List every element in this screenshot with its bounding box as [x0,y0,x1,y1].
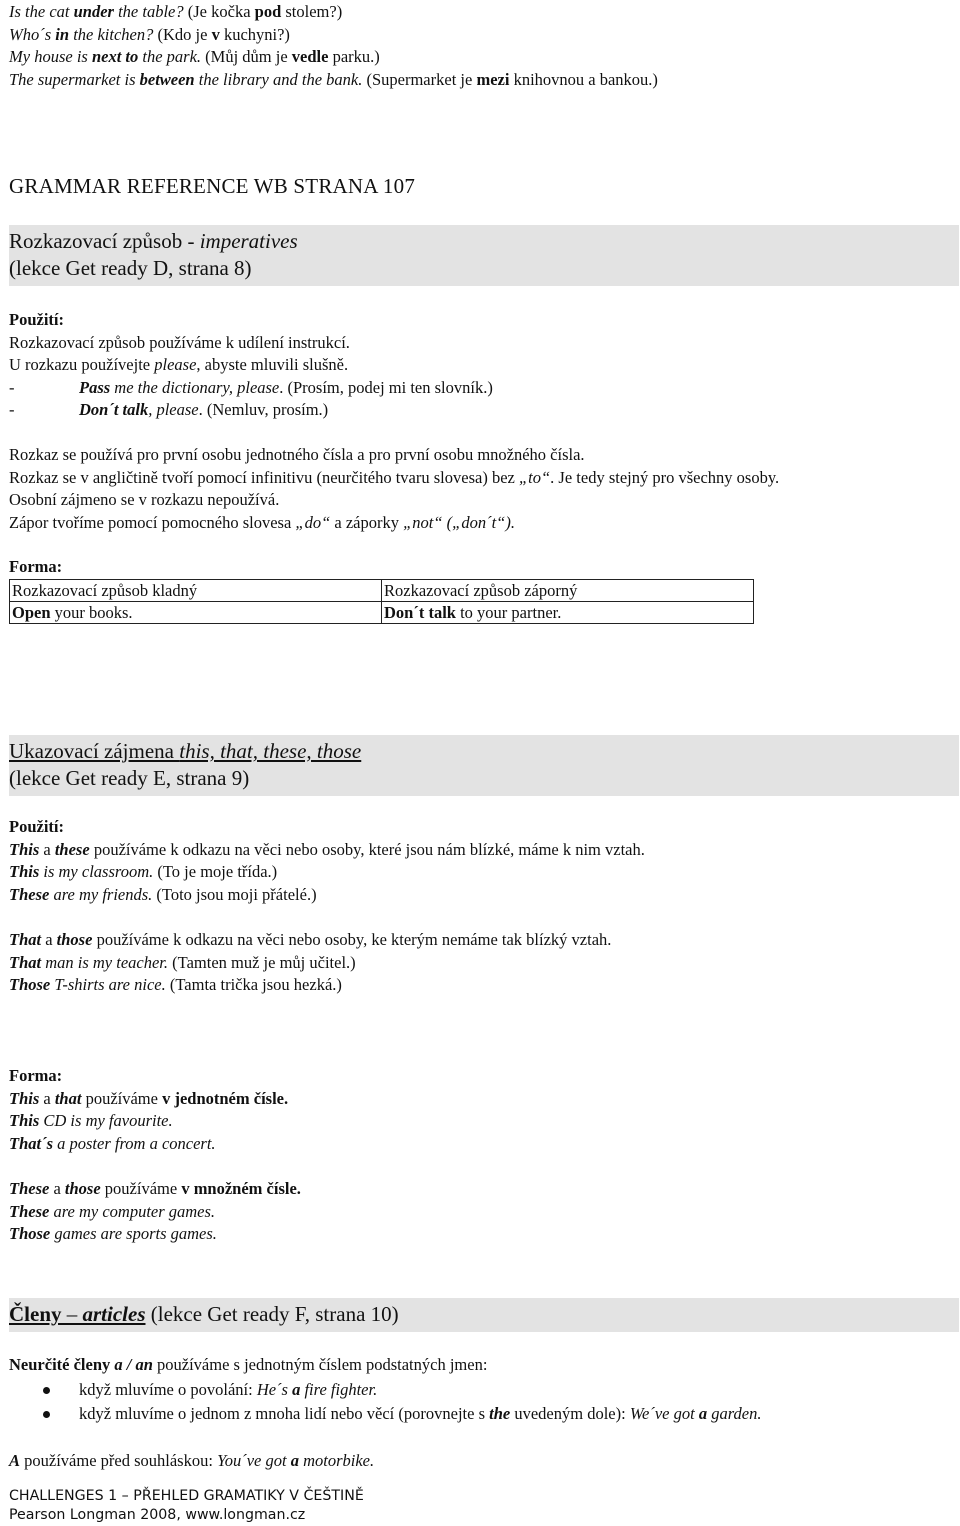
demonstratives-use-5: That man is my teacher. (Tamten muž je můj učitel.) [9,952,356,972]
demonstratives-use-2: This is my classroom. (To je moje třída.) [9,862,278,881]
demonstratives-form-4: These a those používáme v množném čísle. [9,1179,301,1198]
demonstratives-use-3: These are my friends. (Toto jsou moji přátelé.) [9,884,317,904]
demonstratives-use-1: This a these používáme k odkazu na věci nebo osoby, které jsou nám blízké, máme k nim vztah. [9,839,645,859]
articles-bullet-list [9,1379,959,1426]
articles-a-rule: A používáme před souhláskou: You´ve got a motorbike. [9,1451,375,1470]
preposition-example-3: My house is next to the park. (Můj dům je vedle parku.) [9,47,380,66]
demonstratives-form-2: This CD is my favourite. [9,1111,173,1130]
articles-section-header [9,1298,959,1332]
demonstratives-form [9,1065,959,1155]
demonstratives-use-4: That a those používáme k odkazu na věci nebo osoby, ke kterým nemáme tak blízký vztah. [9,930,612,949]
demonstratives-form-5: These are my computer games. [9,1201,216,1221]
footer-line-2: Pearson Longman 2008, www.longman.cz [9,1507,306,1523]
table-cell-negative: Don´t talk to your partner. [382,602,754,624]
imperatives-rule-1: Rozkaz se používá pro první osobu jednotného čísla a pro první osobu množného čísla. [9,445,585,464]
imperatives-form-label: Forma: [9,557,63,576]
table-header-negative: Rozkazovací způsob záporný [382,580,754,602]
demonstratives-form-3: That´s a poster from a concert. [9,1133,216,1153]
imperatives-rule-2: Rozkaz se v angličtině tvoří pomocí infinitivu (neurčitého tvaru slovesa) bez „to“. Je tedy stejný pro všechny osoby. [9,467,780,487]
imperatives-title: Rozkazovací způsob - imperatives [9,229,298,253]
table-row [10,580,754,602]
imperatives-rules [9,444,959,534]
demonstratives-form-label: Forma: [9,1066,63,1085]
list-item: když mluvíme o jednom z mnoha lidí nebo věcí (porovnejte s the uvedeným dole): We´ve got a garden. [9,1403,959,1426]
imperatives-use-2: U rozkazu používejte please, abyste mluvili slušně. [9,355,349,374]
table-row [10,602,754,624]
demonstratives-section-header [9,735,959,796]
demonstratives-title: Ukazovací zájmena this, that, these, those [9,739,362,763]
footer-line-1: CHALLENGES 1 – PŘEHLED GRAMATIKY V ČEŠTINĚ [9,1488,364,1504]
imperatives-use-label: Použití: [9,310,64,329]
preposition-examples [9,1,959,91]
imperatives-use-1: Rozkazovací způsob používáme k udílení instrukcí. [9,332,350,352]
table-header-positive: Rozkazovací způsob kladný [10,580,382,602]
imperatives-example-1: - Pass me the dictionary, please. (Prosím, podej mi ten slovník.) [9,377,493,397]
demonstratives-use-label: Použití: [9,817,64,836]
imperatives-subtitle: (lekce Get ready D, strana 8) [9,256,252,280]
imperatives-example-2: - Don´t talk, please. (Nemluv, prosím.) [9,400,329,419]
page-footer [9,1487,959,1525]
demonstratives-usage [9,816,959,906]
imperatives-form-table [9,579,754,624]
imperatives-rule-3: Osobní zájmeno se v rozkazu nepoužívá. [9,490,280,509]
demonstratives-form-plural [9,1178,959,1246]
table-cell-positive: Open your books. [10,602,382,624]
imperatives-rule-4: Zápor tvoříme pomocí pomocného slovesa „do“ a záporky „not“ („don´t“). [9,512,515,532]
preposition-example-4: The supermarket is between the library and the bank. (Supermarket je mezi knihovnou a bankou.) [9,69,658,89]
imperatives-section-header [9,225,959,286]
demonstratives-usage-far [9,929,959,997]
bullet-icon [43,1411,50,1418]
imperatives-usage [9,309,959,422]
preposition-example-2: Who´s in the kitchen? (Kdo je v kuchyni?) [9,24,290,44]
bullet-icon [43,1387,50,1394]
articles-intro: Neurčité členy a / an používáme s jednotným číslem podstatných jmen: [9,1355,488,1374]
articles-body [9,1354,959,1426]
articles-title: Členy – articles (lekce Get ready F, strana 10) [9,1302,399,1326]
demonstratives-subtitle: (lekce Get ready E, strana 9) [9,766,250,790]
list-item: když mluvíme o povolání: He´s a fire fighter. [9,1379,959,1402]
demonstratives-use-6: Those T-shirts are nice. (Tamta trička jsou hezká.) [9,975,342,994]
demonstratives-form-6: Those games are sports games. [9,1224,217,1243]
preposition-example-1: Is the cat under the table? (Je kočka pod stolem?) [9,2,343,21]
grammar-reference-heading: GRAMMAR REFERENCE WB STRANA 107 [9,174,416,198]
demonstratives-form-1: This a that používáme v jednotném čísle. [9,1088,289,1108]
